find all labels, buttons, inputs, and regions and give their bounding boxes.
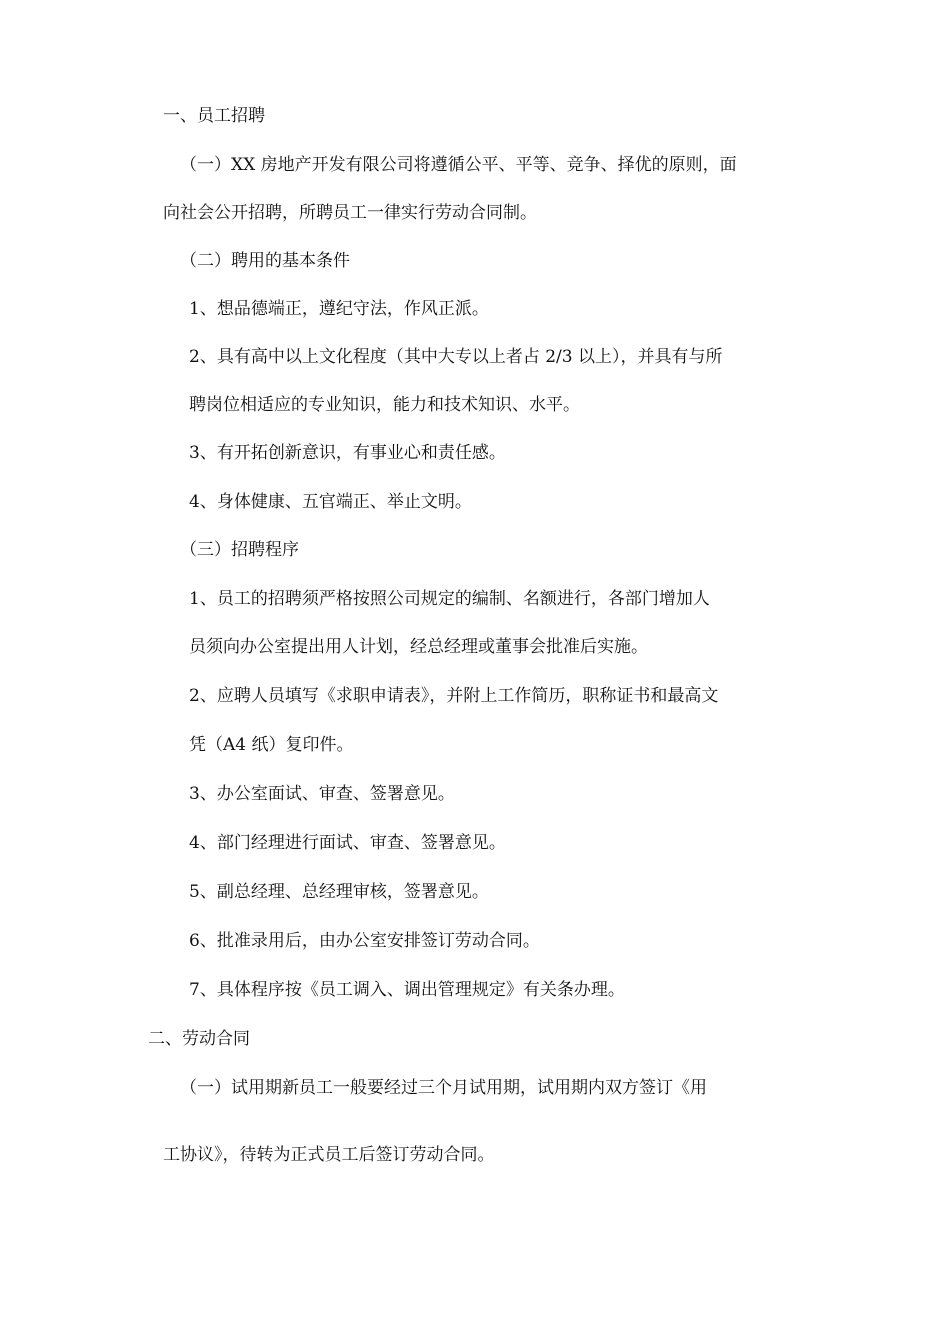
list-item: 1、想品德端正，遵纪守法，作风正派。 bbox=[189, 299, 489, 319]
list-item: 4、身体健康、五官端正、举止文明。 bbox=[189, 492, 472, 512]
section-heading-recruitment: 一、员工招聘 bbox=[163, 106, 265, 126]
section-heading-labor-contract: 二、劳动合同 bbox=[148, 1029, 250, 1049]
list-item: 3、办公室面试、审查、签署意见。 bbox=[189, 784, 455, 804]
list-item: 6、批准录用后，由办公室安排签订劳动合同。 bbox=[189, 931, 540, 951]
list-item: 1、员工的招聘须严格按照公司规定的编制、名额进行，各部门增加人 bbox=[189, 589, 710, 609]
list-item: 4、部门经理进行面试、审查、签署意见。 bbox=[189, 833, 506, 853]
list-item-continuation: 员须向办公室提出用人计划，经总经理或董事会批准后实施。 bbox=[189, 637, 648, 657]
paragraph-line: （一）试用期新员工一般要经过三个月试用期，试用期内双方签订《用 bbox=[180, 1078, 707, 1098]
subsection-heading-conditions: （二）聘用的基本条件 bbox=[180, 251, 350, 271]
list-item-continuation: 聘岗位相适应的专业知识，能力和技术知识、水平。 bbox=[189, 395, 580, 415]
subsection-heading-procedure: （三）招聘程序 bbox=[180, 540, 299, 560]
list-item: 7、具体程序按《员工调入、调出管理规定》有关条办理。 bbox=[189, 980, 625, 1000]
list-item-continuation: 凭（A4 纸）复印件。 bbox=[189, 735, 354, 755]
paragraph-line: 向社会公开招聘，所聘员工一律实行劳动合同制。 bbox=[163, 203, 537, 223]
list-item: 5、副总经理、总经理审核，签署意见。 bbox=[189, 882, 489, 902]
list-item: 3、有开拓创新意识，有事业心和责任感。 bbox=[189, 443, 506, 463]
list-item: 2、应聘人员填写《求职申请表》，并附上工作简历，职称证书和最高文 bbox=[189, 686, 719, 706]
list-item: 2、具有高中以上文化程度（其中大专以上者占 2/3 以上），并具有与所 bbox=[189, 347, 723, 367]
paragraph-line: 工协议》，待转为正式员工后签订劳动合同。 bbox=[163, 1145, 495, 1165]
paragraph-line: （一）XX 房地产开发有限公司将遵循公平、平等、竞争、择优的原则，面 bbox=[180, 155, 737, 175]
